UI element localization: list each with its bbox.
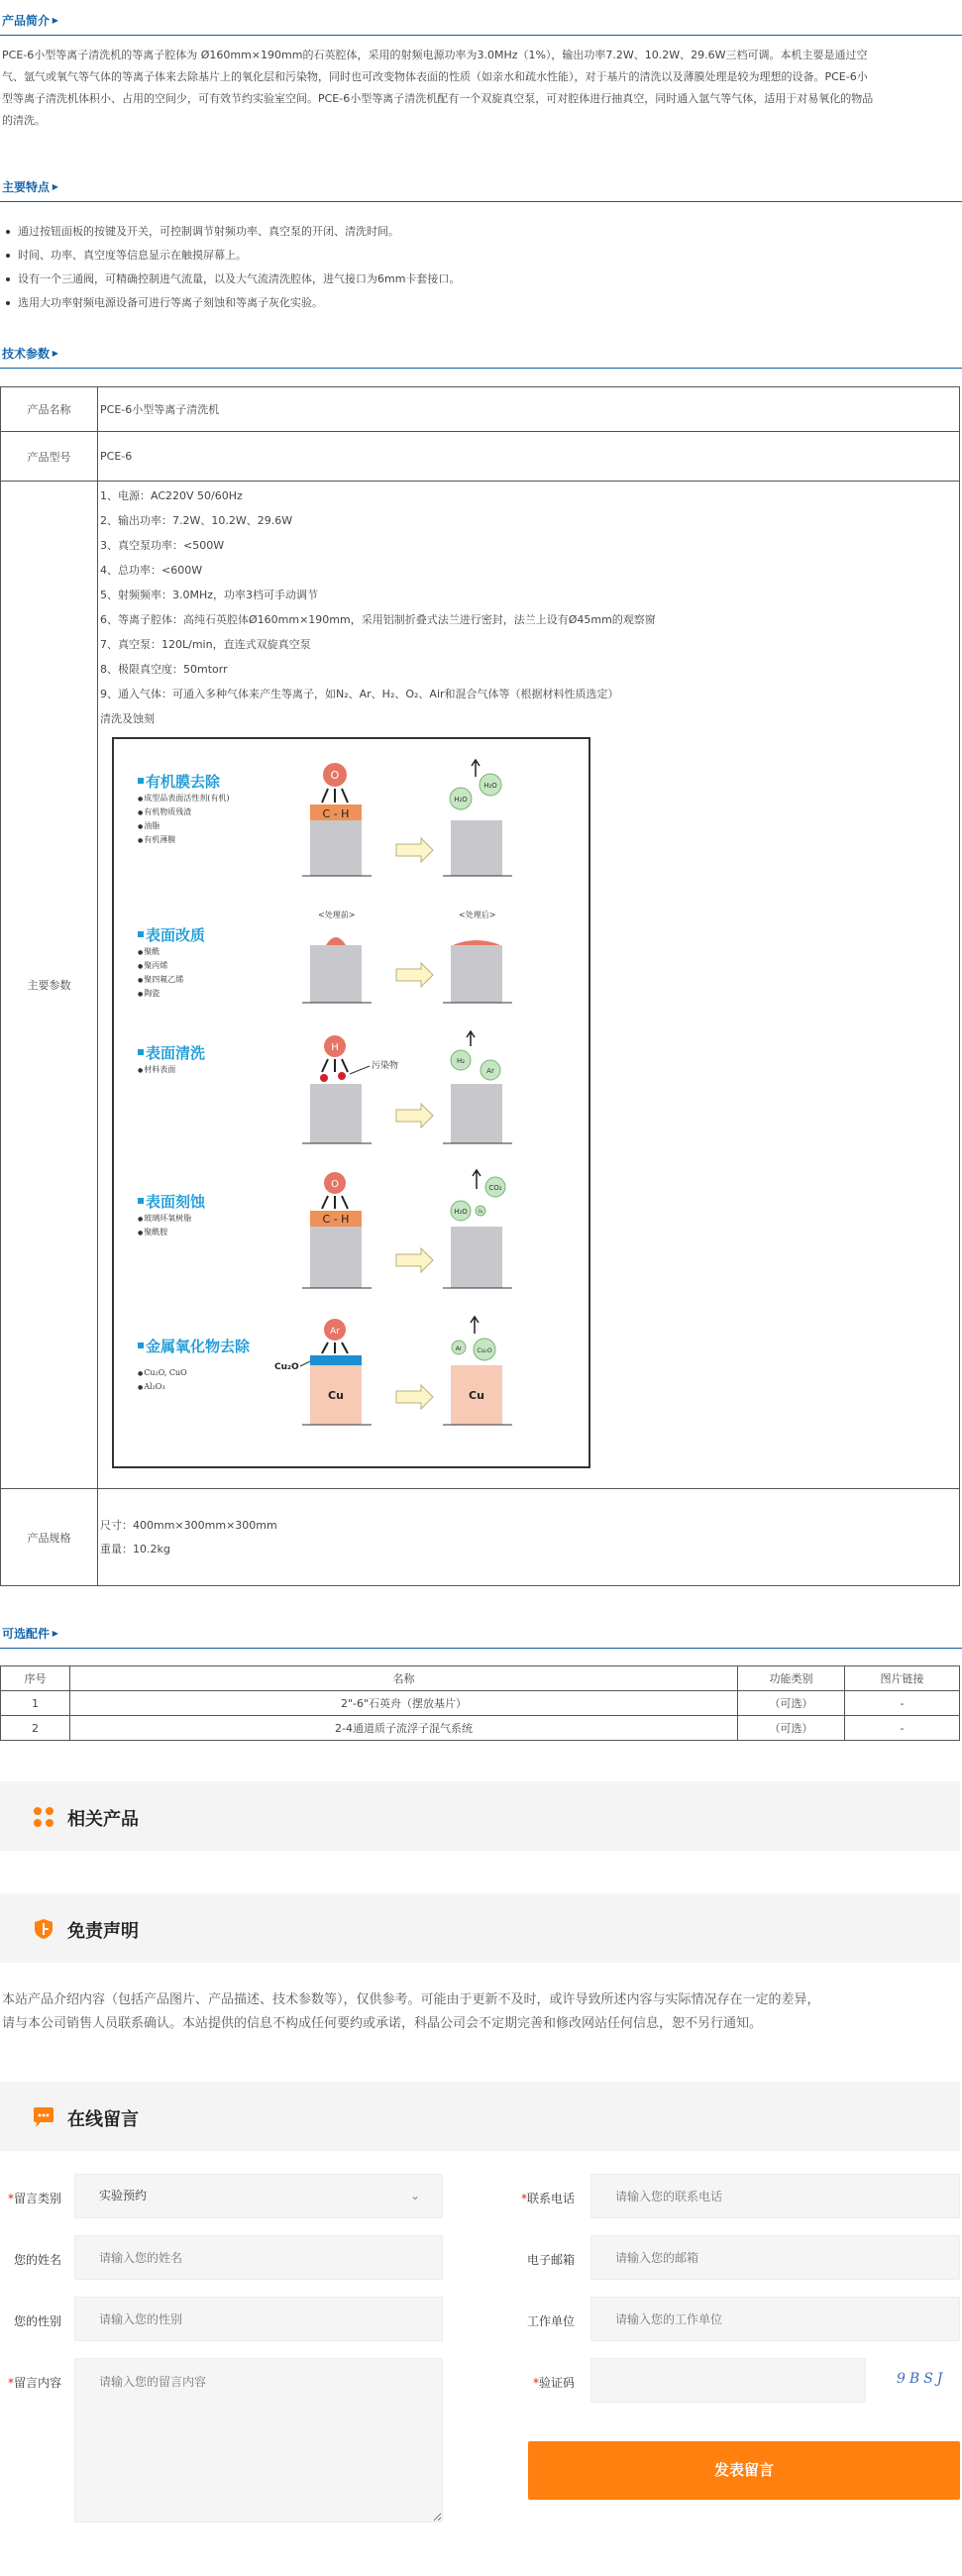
- diagram-title: 有机膜去除: [138, 771, 296, 792]
- grid-icon: [32, 1806, 55, 1828]
- company-input[interactable]: [590, 2297, 960, 2341]
- diagram-item: ● 材料表面: [138, 1063, 296, 1077]
- spec-table: [0, 386, 960, 1586]
- gender-label: 您的性别: [13, 2314, 61, 2328]
- svg-text:<处理前>: <处理前>: [318, 911, 356, 919]
- email-input[interactable]: [590, 2235, 960, 2280]
- substrate-etched: [451, 1227, 502, 1288]
- captcha-label: *验证码: [532, 2376, 575, 2390]
- diagram-item: ● 有机物质残渣: [138, 805, 296, 819]
- section-header-intro: [0, 6, 962, 36]
- svg-text:H₂O: H₂O: [454, 796, 468, 804]
- spec-value-main: [98, 482, 960, 1489]
- captcha-image[interactable]: 9BSJ: [897, 2371, 947, 2387]
- param-line: 2、输出功率：7.2W、10.2W、29.6W: [100, 514, 293, 527]
- svg-text:CO₂: CO₂: [488, 1184, 502, 1192]
- diagram-title: 表面改质: [138, 924, 296, 945]
- diagram-title: 金属氧化物去除: [138, 1336, 296, 1356]
- oxide-layer: [310, 1355, 362, 1365]
- feature-list: [2, 220, 953, 315]
- param-line: 8、极限真空度：50mtorr: [100, 663, 228, 676]
- param-line: 9、通入气体：可通入多种气体来产生等离子，如N₂、Ar、H₂、O₂、Air和混合气体等（根据材料性质选定）: [100, 688, 619, 700]
- substrate: [310, 1227, 362, 1288]
- substrate-cleaned: [451, 1084, 502, 1143]
- diagram-item: ● Al₂O₃: [138, 1380, 296, 1394]
- process-arrow: [396, 1385, 433, 1409]
- svg-text:Ar: Ar: [486, 1067, 494, 1075]
- param-line: 3、真空泵功率：<500W: [100, 539, 225, 552]
- svg-text:H₂O: H₂O: [454, 1208, 468, 1216]
- svg-text:<处理后>: <处理后>: [459, 911, 496, 919]
- process-arrow: [396, 1248, 433, 1272]
- svg-text:O: O: [330, 769, 340, 782]
- process-arrow: [396, 1104, 433, 1127]
- svg-text:H: H: [331, 1042, 339, 1053]
- diagram-item: ● 成型品表面活性剂(有机): [138, 792, 296, 805]
- param-line: 6、等离子腔体：高纯石英腔体Ø160mm×190mm，采用铝制折叠式法兰进行密封，法兰上设有Ø45mm的观察窗: [100, 613, 656, 626]
- svg-text:H₂: H₂: [456, 1057, 466, 1065]
- column-header: 序号: [1, 1666, 70, 1691]
- spec-key: 产品规格: [1, 1489, 98, 1586]
- section-title: 技术参数 ▶: [2, 345, 58, 362]
- param-line: 7、真空泵：120L/min，直连式双旋真空泵: [100, 638, 311, 651]
- substrate: [310, 1084, 362, 1143]
- diagram-item: ● 陶瓷: [138, 987, 296, 1001]
- name-label: 您的姓名: [13, 2253, 61, 2267]
- process-arrow: [396, 963, 433, 987]
- svg-text:H₂O: H₂O: [483, 782, 497, 790]
- related-title: 相关产品: [67, 1809, 139, 1830]
- section-header-features: [0, 172, 962, 202]
- param-lines: [100, 483, 959, 731]
- intro-text: [2, 45, 958, 132]
- intro-line: 气、氩气或氧气等气体的等离子体来去除基片上的氧化层和污染物，同时也可改变物体表面的性质（如亲水和疏水性能），对于基片的清洗以及薄膜处理是较为理想的设备。PCE-6小: [2, 70, 868, 83]
- svg-text:Cu₂O: Cu₂O: [274, 1362, 299, 1372]
- diagram-graphic-etch: [272, 1165, 570, 1304]
- substrate-cleaned: [451, 820, 502, 876]
- spec-value: PCE-6小型等离子清洗机: [98, 387, 960, 432]
- diagram-graphic-organic: [272, 753, 570, 892]
- diagram-item: ● 聚酰胺: [138, 1226, 296, 1239]
- diagram-item: ● 聚酰: [138, 945, 296, 959]
- form-title: 在线留言: [67, 2109, 139, 2130]
- chevron-down-icon: ⌄: [409, 2189, 420, 2202]
- substrate: [310, 820, 362, 876]
- disclaimer-line: 请与本公司销售人员联系确认。本站提供的信息不构成任何要约或承诺，科晶公司会不定期完善和修改网站任何信息，恕不另行通知。: [2, 2016, 763, 2031]
- spec-value: PCE-6: [98, 432, 960, 482]
- process-arrow: [396, 838, 433, 862]
- message-textarea[interactable]: [74, 2358, 443, 2522]
- size-line: 尺寸：400mm×300mm×300mm: [100, 1518, 277, 1532]
- svg-text:C - H: C - H: [322, 1213, 350, 1226]
- disclaimer-text: [2, 1988, 958, 2036]
- svg-text:Ar: Ar: [330, 1327, 340, 1337]
- diagram-graphic-modify: [272, 908, 570, 1017]
- table-row: 1 2"-6"石英舟（摆放基片） （可选） -: [1, 1691, 960, 1716]
- intro-line: PCE-6小型等离子清洗机的等离子腔体为 Ø160mm×190mm的石英腔体，采用的射频电源功率为3.0MHz（1%），输出功率7.2W、10.2W、29.6W三档可调。本机主要是通过空: [2, 49, 868, 61]
- param-line: 5、射频频率：3.0MHz，功率3档可手动调节: [100, 589, 319, 601]
- intro-line: 型等离子清洗机体积小、占用的空间少，可有效节约实验室空间。PCE-6小型等离子清洗机配有一个双旋真空泵，可对腔体进行抽真空，同时通入氩气等气体，适用于对易氧化的物品: [2, 92, 874, 105]
- intro-line: 的清洗。: [2, 114, 46, 127]
- diagram-title: 表面刻蚀: [138, 1191, 296, 1212]
- spec-key: 产品型号: [1, 432, 98, 482]
- feature-item: 时间、功率、真空度等信息显示在触摸屏幕上。: [2, 244, 953, 268]
- diagram-graphic-oxide: [272, 1312, 570, 1460]
- disclaimer-line: 本站产品介绍内容（包括产品图片、产品描述、技术参数等），仅供参考。可能由于更新不及时，或许导致所述内容与实际情况存在一定的差异，: [2, 1992, 820, 2007]
- phone-label: *联系电话: [520, 2192, 575, 2205]
- diagram-item: ● Cu₂O, CuO: [138, 1366, 296, 1380]
- submit-button[interactable]: 发表留言: [528, 2441, 960, 2500]
- svg-text:Cu₂O: Cu₂O: [477, 1347, 492, 1354]
- svg-text:污染物: 污染物: [372, 1061, 399, 1071]
- diagram-item: ● 聚四氟乙烯: [138, 973, 296, 987]
- spec-key: 主要参数: [1, 482, 98, 1489]
- feature-item: 设有一个三通阀，可精确控制进气流量，以及大气流清洗腔体，进气接口为6mm卡套接口。: [2, 268, 953, 291]
- chat-bubble-icon: [32, 2106, 55, 2128]
- section-header-accessories: [0, 1619, 962, 1649]
- type-label: *留言类别: [7, 2192, 61, 2205]
- plasma-process-diagram: [112, 737, 590, 1468]
- size-line: 重量：10.2kg: [100, 1542, 170, 1556]
- param-line: 1、电源：AC220V 50/60Hz: [100, 489, 243, 502]
- phone-input[interactable]: [590, 2174, 960, 2218]
- spec-key: 产品名称: [1, 387, 98, 432]
- svg-text:Cu: Cu: [328, 1389, 344, 1402]
- feature-item: 通过按钮面板的按键及开关，可控制调节射频功率、真空泵的开闭、清洗时间。: [2, 220, 953, 244]
- spec-value: [98, 1489, 960, 1586]
- section-header-params: [0, 339, 962, 369]
- column-header: 功能类别: [738, 1666, 845, 1691]
- section-title: 可选配件 ▶: [2, 1625, 58, 1642]
- accessory-table: [0, 1665, 960, 1741]
- email-label: 电子邮箱: [526, 2253, 575, 2267]
- diagram-graphic-clean: [272, 1026, 570, 1155]
- captcha-input[interactable]: [590, 2358, 866, 2403]
- svg-text:Ar: Ar: [455, 1345, 463, 1352]
- substrate-modified: [451, 945, 502, 1003]
- gender-input[interactable]: [74, 2297, 443, 2341]
- content-label: *留言内容: [7, 2376, 61, 2390]
- diagram-item: ● 玻璃环氧树脂: [138, 1212, 296, 1226]
- section-title: 主要特点 ▶: [2, 178, 58, 195]
- shield-icon: [32, 1918, 55, 1940]
- table-row: 2 2-4通道质子流浮子混气系统 （可选） -: [1, 1716, 960, 1741]
- name-input[interactable]: [74, 2235, 443, 2280]
- disclaimer-bar: [0, 1893, 960, 1963]
- diagram-item: ● 油脂: [138, 819, 296, 833]
- svg-text:O₂: O₂: [478, 1209, 483, 1214]
- column-header: 图片链接: [845, 1666, 960, 1691]
- svg-text:O: O: [331, 1179, 339, 1190]
- disclaimer-title: 免责声明: [67, 1921, 139, 1942]
- section-title: 产品简介 ▶: [2, 12, 58, 29]
- svg-text:C - H: C - H: [322, 807, 350, 820]
- message-form-bar: [0, 2082, 960, 2151]
- column-header: 名称: [70, 1666, 738, 1691]
- diagram-item: ● 聚丙烯: [138, 959, 296, 973]
- substrate: [310, 945, 362, 1003]
- type-select[interactable]: 实验预约 ⌄: [74, 2174, 443, 2218]
- svg-text:Cu: Cu: [469, 1389, 484, 1402]
- diagram-item: ● 有机薄膜: [138, 833, 296, 847]
- company-label: 工作单位: [526, 2314, 575, 2328]
- feature-item: 选用大功率射频电源设备可进行等离子刻蚀和等离子灰化实验。: [2, 291, 953, 315]
- diagram-title: 表面清洗: [138, 1042, 296, 1063]
- related-products-bar: [0, 1781, 960, 1851]
- param-line: 4、总功率：<600W: [100, 564, 203, 577]
- param-line: 清洗及蚀刻: [100, 712, 155, 725]
